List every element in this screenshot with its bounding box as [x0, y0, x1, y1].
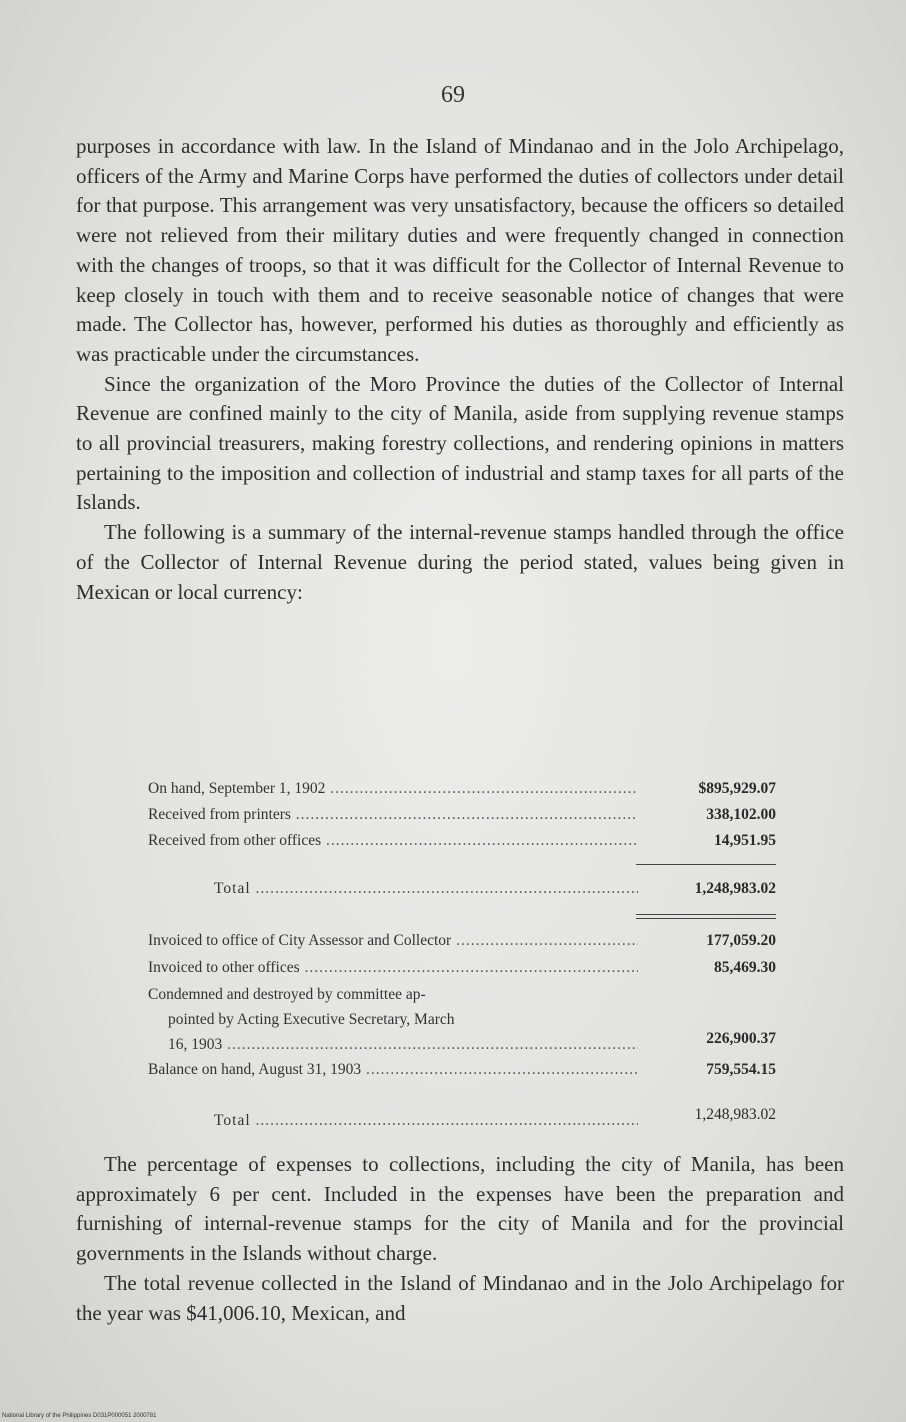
ledger-amount: 14,951.95 — [714, 832, 776, 849]
paragraph: purposes in accordance with law. In the Island of Mindanao and in the Jolo Archipelago, officers of the Army and Marine Corps have performed the duties of collectors under detail for that purpose. This arrangement was very unsatisfactory, because the officers so detailed were not relieved from their military duties and were frequently changed in connection with the changes of troops, so that it was difficult for the Collector of Internal Revenue to keep closely in touch with them and to receive seasonable notice of changes that were made. The Collector has, however, performed his duties as thoroughly and efficiently as was practicable under the circumstances. — [76, 134, 844, 366]
ledger-amount: 759,554.15 — [706, 1061, 776, 1078]
scan-attribution: National Library of the Philippines D031P000051 2000781 — [2, 1413, 157, 1419]
ledger-label: 16, 1903 ..... — [168, 1036, 638, 1054]
ledger-total-row — [148, 880, 776, 904]
ledger-label: Invoiced to other offices ..... — [148, 959, 638, 977]
subtotal-rule — [636, 864, 776, 865]
ledger-total-row — [148, 1106, 776, 1136]
ledger-row — [148, 959, 776, 983]
ledger-amount: 85,469.30 — [714, 959, 776, 976]
ledger-row — [148, 932, 776, 956]
page-number: 69 — [441, 82, 465, 108]
ledger-row — [148, 780, 776, 804]
body-text-top — [76, 132, 844, 607]
paragraph: Since the organization of the Moro Province the duties of the Collector of Internal Revenue are confined mainly to the city of Manila, aside from supplying revenue stamps to all provincial treasurers, making forestry collections, and rendering opinions in matters pertaining to the imposition and collection of industrial and stamp taxes for all parts of the Islands. — [76, 371, 844, 515]
ledger-amount: 338,102.00 — [706, 806, 776, 823]
ledger-row — [148, 1030, 776, 1060]
paragraph: The following is a summary of the internal-revenue stamps handled through the office of the Collector of Internal Revenue during the period stated, values being given in Mexican or local currency: — [76, 520, 844, 604]
ledger-total-amount: 1,248,983.02 — [694, 1106, 776, 1123]
ledger-label: Received from other offices ..... — [148, 832, 638, 850]
ledger-label: Invoiced to office of City Assessor and Collector ..... — [148, 932, 638, 950]
ledger-total-label: Total ..... — [214, 880, 638, 898]
total-double-rule — [636, 914, 776, 919]
ledger-label: pointed by Acting Executive Secretary, March — [168, 1011, 455, 1028]
ledger-label: Condemned and destroyed by committee ap- — [148, 986, 426, 1003]
ledger-amount: $895,929.07 — [698, 780, 776, 797]
ledger-label: Balance on hand, August 31, 1903 ..... — [148, 1061, 638, 1079]
body-text-bottom — [76, 1150, 844, 1328]
ledger-row-line — [148, 986, 776, 1010]
ledger-row — [148, 832, 776, 856]
ledger-amount: 177,059.20 — [706, 932, 776, 949]
ledger-row — [148, 1061, 776, 1085]
ledger-label: Received from printers ..... — [148, 806, 638, 824]
ledger-label: On hand, September 1, 1902 ..... — [148, 780, 638, 798]
paragraph: The total revenue collected in the Island of Mindanao and in the Jolo Archipelago for the year was $41,006.10, Mexican, and — [76, 1270, 844, 1325]
ledger-amount: 226,900.37 — [706, 1030, 776, 1047]
paragraph: The percentage of expenses to collections, including the city of Manila, has been approximately 6 per cent. Included in the expenses have been the preparation and furnishing of internal-revenue stamps for the city of Manila and for the provincial governments in the Islands without charge. — [76, 1152, 844, 1266]
ledger-total-label: Total ..... — [214, 1112, 638, 1130]
ledger-row — [148, 806, 776, 830]
ledger-total-amount: 1,248,983.02 — [694, 880, 776, 897]
